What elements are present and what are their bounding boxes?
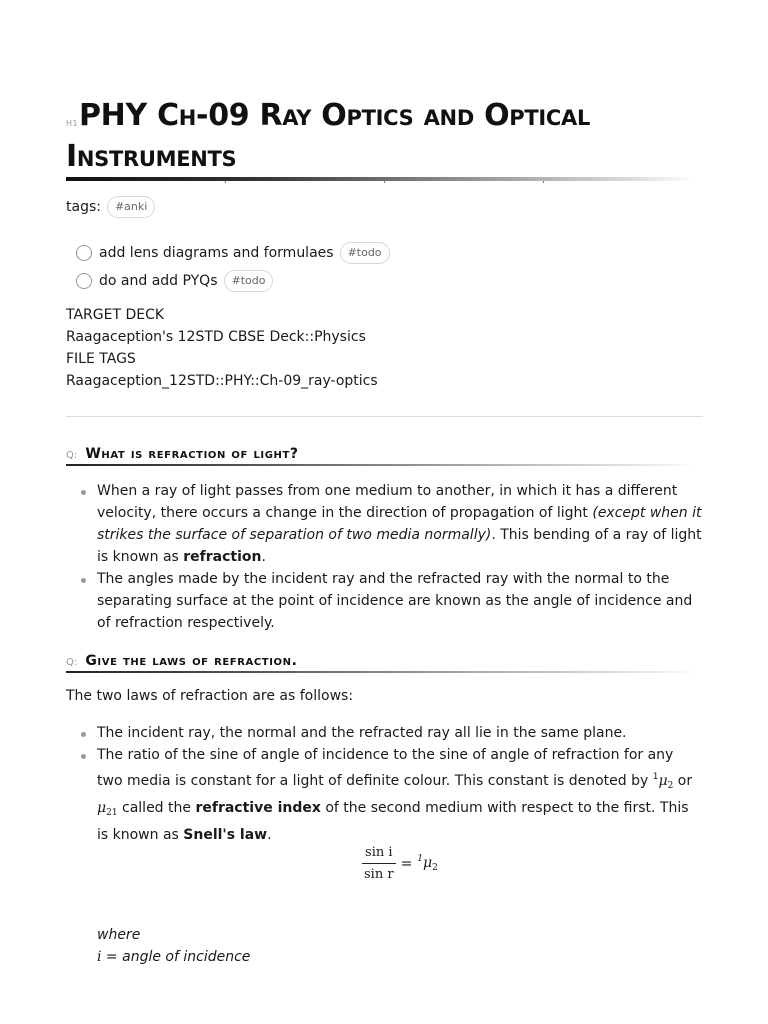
tags-label: tags: <box>66 199 101 215</box>
question-underline <box>66 464 696 466</box>
snells-law-formula <box>362 845 438 882</box>
formula-equals: = <box>400 855 413 872</box>
variable-definition: i = angle of incidence <box>97 949 251 965</box>
tag-anki[interactable]: #anki <box>107 196 155 218</box>
question-label: Q: <box>66 657 78 668</box>
question-underline <box>66 671 696 673</box>
heading-underline-ticks <box>66 181 696 182</box>
formula-numerator: sin i <box>365 845 393 860</box>
question-heading-2 <box>66 650 696 673</box>
answer-list-1 <box>66 480 703 634</box>
tag-todo[interactable]: #todo <box>224 270 274 292</box>
task-item <box>76 239 390 267</box>
file-tags-label: FILE TAGS <box>66 351 136 367</box>
list-item: The angles made by the incident ray and the refracted ray with the normal to the separating surface at the point of incidence are known as the angle of incidence and of refraction respectively. <box>97 568 703 634</box>
tags-line <box>66 196 155 218</box>
formula-denominator: sin r <box>362 863 396 882</box>
answer-intro: The two laws of refraction are as follows: <box>66 688 354 704</box>
target-deck-label: TARGET DECK <box>66 307 165 323</box>
list-item: When a ray of light passes from one medium to another, in which it has a different velocity, there occurs a change in the direction of propagation of light (except when it strikes the surface of separation of two media normally). This bending of a ray of light is known as refraction. <box>97 480 703 568</box>
deck-metadata <box>66 304 378 392</box>
page-heading <box>66 95 703 177</box>
question-label: Q: <box>66 450 78 461</box>
task-checkbox[interactable] <box>76 245 92 261</box>
where-label: where <box>97 927 141 943</box>
task-item <box>76 267 390 295</box>
list-item: The ratio of the sine of angle of incidence to the sine of angle of refraction for any two media is constant for a light of definite colour. This constant is denoted by $^1\mu_2$ or $\mu_{21}$ called the refractive index of the second medium with respect to the first. This is known as Snell's law. <box>97 744 703 846</box>
question-title: Give the laws of refraction. <box>85 653 298 669</box>
tag-todo[interactable]: #todo <box>340 242 390 264</box>
task-list <box>76 239 390 295</box>
horizontal-divider <box>66 416 703 417</box>
target-deck-value: Raagaception's 12STD CBSE Deck::Physics <box>66 329 366 345</box>
task-text: add lens diagrams and formulaes <box>99 245 334 261</box>
heading-level-badge: H1 <box>66 119 79 128</box>
formula-rhs: $^1\mu_2$ <box>417 854 438 873</box>
page-title: PHY Ch-09 Ray Optics and Optical Instruments <box>66 98 591 174</box>
file-tags-value: Raagaception_12STD::PHY::Ch-09_ray-optics <box>66 373 378 389</box>
task-text: do and add PYQs <box>99 273 218 289</box>
question-heading-1 <box>66 443 696 466</box>
task-checkbox[interactable] <box>76 273 92 289</box>
answer-list-2 <box>66 722 703 846</box>
question-title: What is refraction of light? <box>85 446 299 462</box>
list-item: The incident ray, the normal and the refracted ray all lie in the same plane. <box>97 722 703 744</box>
formula-fraction <box>362 845 396 882</box>
